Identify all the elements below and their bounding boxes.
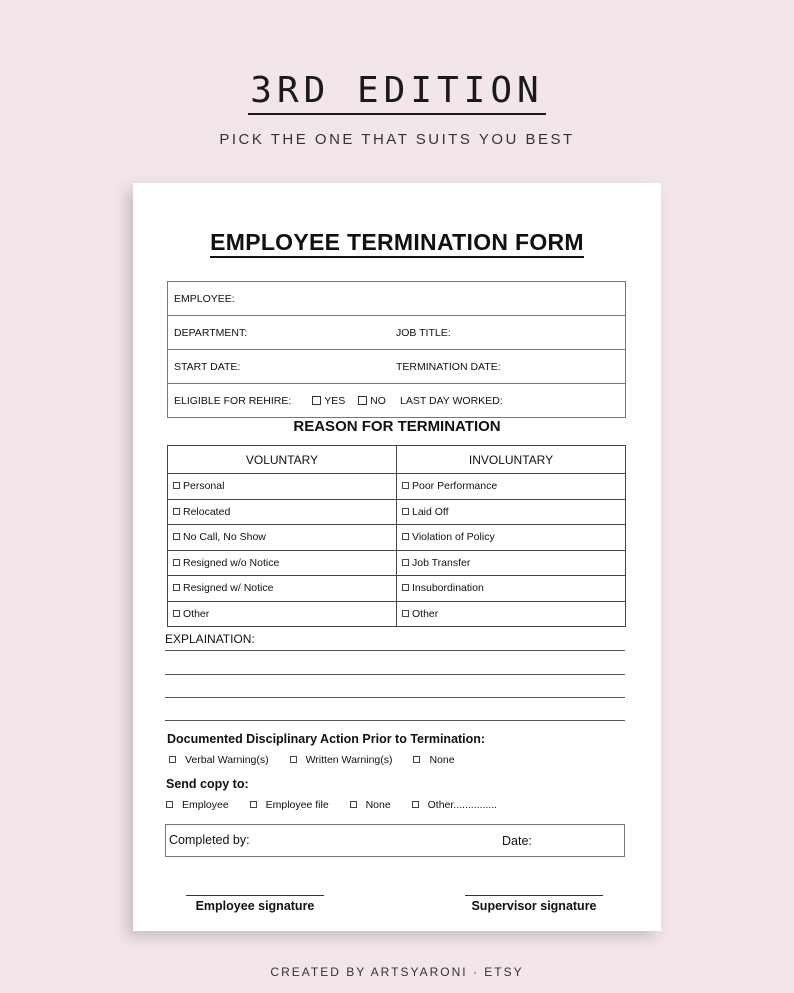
explanation-line[interactable] <box>165 674 625 675</box>
voluntary-header: VOLUNTARY <box>245 452 319 467</box>
supervisor-signature-label: Supervisor signature <box>471 899 597 913</box>
voluntary-option[interactable]: Relocated <box>168 500 396 525</box>
checkbox-icon <box>173 482 180 489</box>
form-title: EMPLOYEE TERMINATION FORM <box>133 229 661 256</box>
rehire-group <box>168 395 394 407</box>
checkbox-icon <box>358 396 367 405</box>
checkbox-icon <box>350 801 357 808</box>
employee-signature-label: Employee signature <box>195 899 315 913</box>
start-date-label: START DATE: <box>174 360 241 373</box>
dates-row <box>168 349 625 383</box>
involuntary-option[interactable]: Other <box>396 602 625 627</box>
checkbox-icon <box>402 508 409 515</box>
department-row <box>168 315 625 349</box>
involuntary-option[interactable]: Job Transfer <box>396 551 625 576</box>
employee-label: EMPLOYEE: <box>174 292 235 305</box>
involuntary-option[interactable]: Violation of Policy <box>396 525 625 550</box>
completed-by-box[interactable] <box>165 824 625 857</box>
job-title-label: JOB TITLE: <box>396 326 451 339</box>
checkbox-icon <box>173 610 180 617</box>
involuntary-option[interactable]: Poor Performance <box>396 474 625 499</box>
rehire-no-option[interactable]: NO <box>358 395 386 407</box>
employee-row <box>168 282 625 315</box>
send-copy-title: Send copy to: <box>166 777 249 791</box>
voluntary-option[interactable]: No Call, No Show <box>168 525 396 550</box>
termination-date-label: TERMINATION DATE: <box>396 360 501 373</box>
date-label: Date: <box>502 834 532 848</box>
disciplinary-title: Documented Disciplinary Action Prior to Termination: <box>167 732 486 746</box>
reason-row <box>168 601 625 627</box>
supervisor-signature-field[interactable] <box>465 895 603 913</box>
voluntary-option[interactable]: Resigned w/o Notice <box>168 551 396 576</box>
explanation-line[interactable] <box>165 650 625 651</box>
involuntary-header: INVOLUNTARY <box>396 446 625 473</box>
checkbox-icon <box>402 559 409 566</box>
send-copy-option[interactable]: Employee file <box>250 799 338 811</box>
involuntary-option[interactable]: Insubordination <box>396 576 625 601</box>
explanation-line[interactable] <box>165 697 625 698</box>
checkbox-icon <box>173 559 180 566</box>
reason-table <box>167 445 626 627</box>
checkbox-icon <box>412 801 419 808</box>
employee-info-table <box>167 281 626 418</box>
last-day-worked-label: LAST DAY WORKED: <box>400 394 503 407</box>
completed-by-label: Completed by: <box>169 833 250 847</box>
explanation-line[interactable] <box>165 720 625 721</box>
signature-line <box>465 895 603 896</box>
checkbox-icon <box>402 610 409 617</box>
send-copy-option[interactable]: None <box>350 799 400 811</box>
disciplinary-options <box>169 754 473 766</box>
department-label: DEPARTMENT: <box>174 326 248 339</box>
signature-line <box>186 895 324 896</box>
form-sheet <box>133 183 661 931</box>
rehire-row <box>168 383 625 417</box>
edition-banner <box>0 70 794 115</box>
reason-row <box>168 499 625 525</box>
checkbox-icon <box>413 756 420 763</box>
reason-header-row <box>168 446 625 473</box>
checkbox-icon <box>173 508 180 515</box>
reason-row <box>168 575 625 601</box>
disciplinary-option[interactable]: None <box>413 754 463 766</box>
checkbox-icon <box>250 801 257 808</box>
disciplinary-option[interactable]: Written Warning(s) <box>290 754 402 766</box>
reason-row <box>168 473 625 499</box>
checkbox-icon <box>402 482 409 489</box>
checkbox-icon <box>290 756 297 763</box>
checkbox-icon <box>169 756 176 763</box>
disciplinary-option[interactable]: Verbal Warning(s) <box>169 754 278 766</box>
checkbox-icon <box>312 396 321 405</box>
rehire-yes-option[interactable]: YES <box>312 395 345 407</box>
employee-signature-field[interactable] <box>186 895 324 913</box>
send-copy-option[interactable]: Employee <box>166 799 238 811</box>
reason-title: REASON FOR TERMINATION <box>293 418 501 435</box>
voluntary-option[interactable]: Resigned w/ Notice <box>168 576 396 601</box>
voluntary-option[interactable]: Personal <box>168 474 396 499</box>
send-copy-options <box>166 799 515 811</box>
footer-credit: CREATED BY ARTSYARONI · ETSY <box>270 965 524 979</box>
explanation-label: EXPLAINATION: <box>165 632 255 646</box>
checkbox-icon <box>402 584 409 591</box>
reason-row <box>168 550 625 576</box>
edition-title: 3RD EDITION <box>248 70 545 115</box>
rehire-label: ELIGIBLE FOR REHIRE: <box>174 394 292 407</box>
send-copy-option[interactable]: Other............... <box>412 799 506 811</box>
edition-subtitle: PICK THE ONE THAT SUITS YOU BEST <box>219 131 575 148</box>
reason-row <box>168 524 625 550</box>
involuntary-option[interactable]: Laid Off <box>396 500 625 525</box>
checkbox-icon <box>402 533 409 540</box>
checkbox-icon <box>166 801 173 808</box>
checkbox-icon <box>173 584 180 591</box>
checkbox-icon <box>173 533 180 540</box>
voluntary-option[interactable]: Other <box>168 602 396 627</box>
